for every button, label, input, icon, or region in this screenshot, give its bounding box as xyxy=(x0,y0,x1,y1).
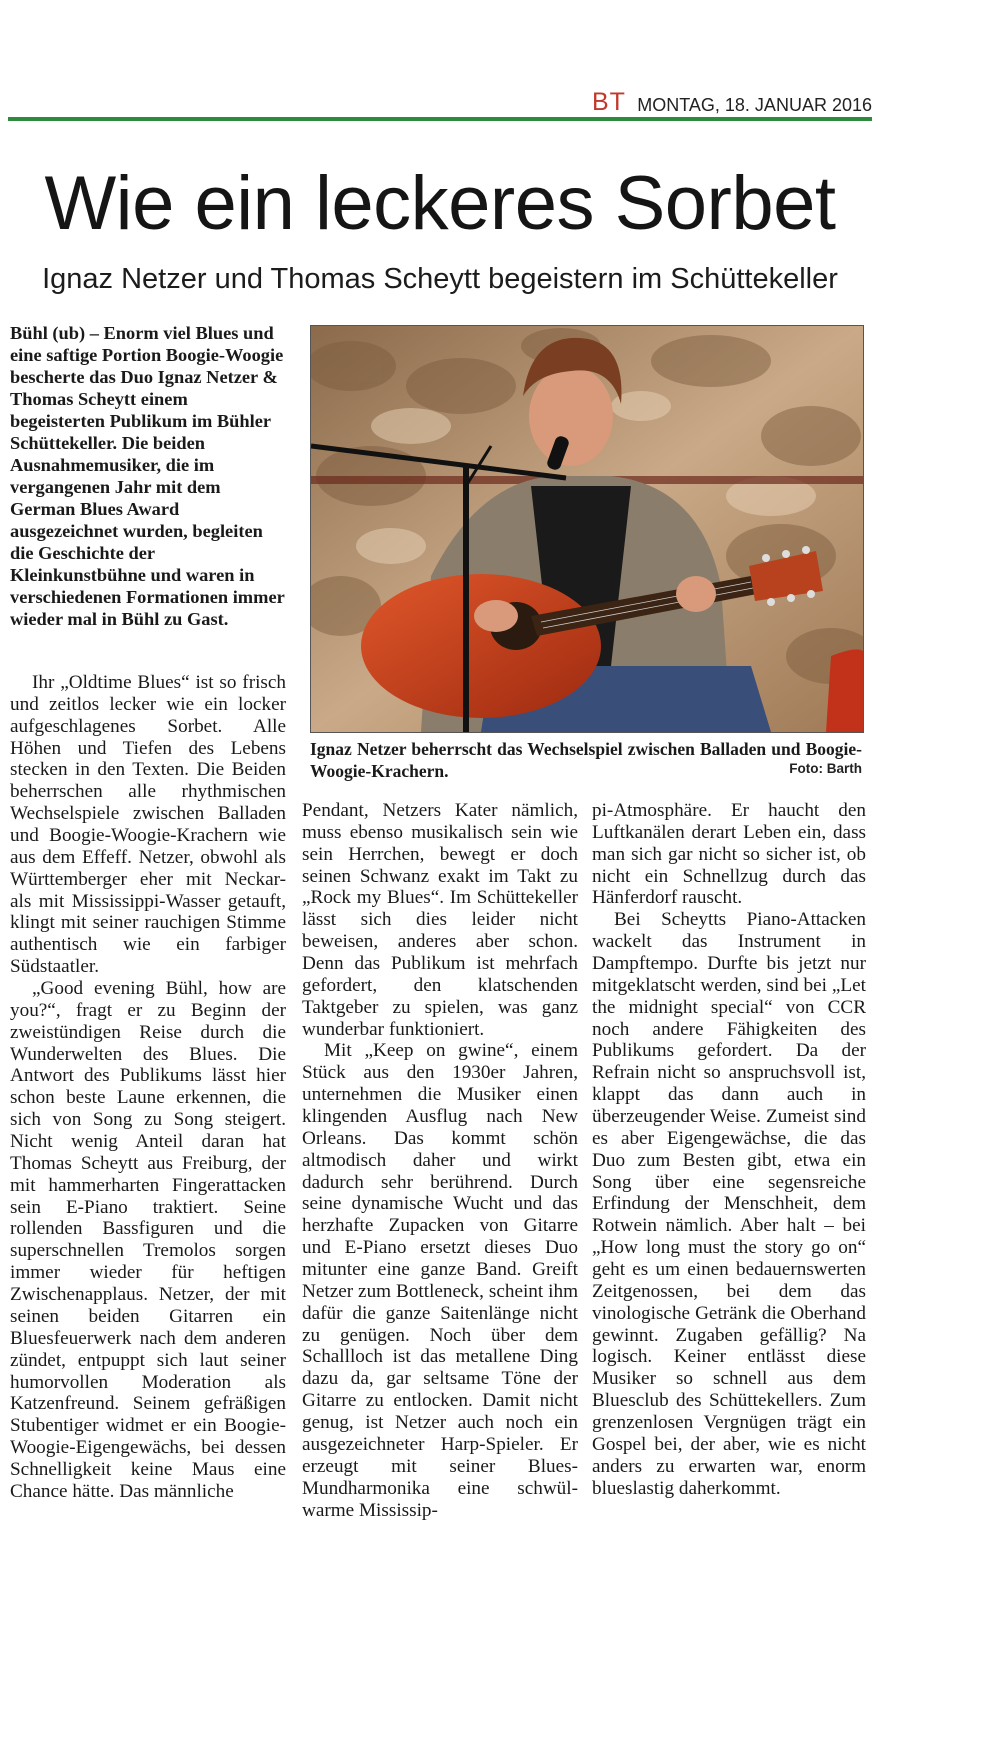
photo-caption: Ignaz Netzer beherrscht das Wechselspiel zwischen Balladen und Boogie-Woogie-Krachern. xyxy=(310,739,862,781)
article-subheadline: Ignaz Netzer und Thomas Scheytt begeistern im Schüttekeller xyxy=(42,263,838,295)
paragraph: „Good evening Bühl, how are you?“, fragt er zu Beginn der zweistündigen Reise durch die Wunderwelten des Blues. Die Antwort des Publikums lässt hier schon beste Laune erkennen, die sich von Song zu Song steigert. Nicht wenig Anteil daran hat Thomas Scheytt aus Freiburg, der mit hammerharten Fingerattacken sein E-Piano traktiert. Seine rollenden Bassfiguren und die superschnellen Tremolos sorgen immer wieder für heftigen Zwischenapplaus. Netzer, der mit seinen beiden Gitarren ein Bluesfeuerwerk nach dem anderen zündet, entpuppt sich laut seiner humorvollen Moderation als Katzenfreund. Seinem gefräßigen Stubentiger widmet er ein Boogie-Woogie-Eigengewächs, bei dessen Schnelligkeit keine Maus eine Chance hätte. Das männliche xyxy=(10,978,286,1502)
masthead-rule xyxy=(8,117,872,121)
paragraph: pi-Atmosphäre. Er haucht den Luftkanälen derart Leben ein, dass man sich gar nicht so sicher ist, ob nicht ein Schnellzug durch das Hänferdorf rauscht. xyxy=(592,800,866,909)
photo-credit: Foto: Barth xyxy=(789,761,862,776)
paragraph: Ihr „Oldtime Blues“ ist so frisch und zeitlos lecker wie ein locker aufgeschlagenes Sorbet. Alle Höhen und Tiefen des Lebens stecken in den Texten. Die Beiden beherrschen alle rhythmischen Wechselspiele zwischen Balladen und Boogie-Woogie-Krachern wie aus dem Effeff. Netzer, obwohl als Württemberger eher mit Neckar- als mit Mississippi-Wasser getauft, klingt mit seiner rauchigen Stimme authentisch wie ein farbiger Südstaatler. xyxy=(10,672,286,978)
concert-photo xyxy=(310,325,864,733)
newspaper-logo: BT xyxy=(592,88,626,116)
paragraph: Bei Scheytts Piano-Attacken wackelt das Instrument in Dampftempo. Durfte bis jetzt nur mitgeklatscht werden, sind bei „Let the midnight special“ von CCR noch andere Fähigkeiten des Publikums gefordert. Da der Refrain nicht so anspruchsvoll ist, klappt das dann auch in überzeugender Weise. Zumeist sind es aber Eigengewächse, die das Duo zum Besten gibt, etwa ein Song über eine segensreiche Erfindung der Menschheit, dem Rotwein nämlich. Aber halt – bei „How long must the story go on“ geht es um einen bedauernswerten Zeitgenossen, bei dem das vinologische Getränk die Oberhand gewinnt. Zugaben gefällig? Na logisch. Keiner entlässt diese Musiker so schnell aus dem Bluesclub des Schüttekellers. Zum grenzenlosen Vergnügen trägt ein Gospel bei, der aber, wie es nicht anders zu erwarten war, enorm blueslastig daherkommt. xyxy=(592,909,866,1499)
paragraph: Pendant, Netzers Kater nämlich, muss ebenso musikalisch sein wie sein Herrchen, bewegt er doch seinen Schwanz exakt im Takt zu „Rock my Blues“. Im Schüttekeller lässt sich dies leider nicht beweisen, anderes aber schon. Denn das Publikum ist mehrfach gefordert, den klatschenden Taktgeber zu spielen, was ganz wunderbar funktioniert. xyxy=(302,800,578,1040)
article-column-1 xyxy=(10,672,286,1503)
article-column-3 xyxy=(592,800,866,1500)
article-column-2 xyxy=(302,800,578,1521)
article-lead: Bühl (ub) – Enorm viel Blues und eine saftige Portion Boogie-Woogie bescherte das Duo Ignaz Netzer & Thomas Scheytt einem begeisterten Publikum im Bühler Schüttekeller. Die beiden Ausnahmemusiker, die im vergangenen Jahr mit dem German Blues Award ausgezeichnet wurden, begleiten die Geschichte der Kleinkunstbühne und waren in verschiedenen Formationen immer wieder mal in Bühl zu Gast. xyxy=(10,323,285,629)
article-headline: Wie ein leckeres Sorbet xyxy=(44,161,836,246)
issue-date: MONTAG, 18. JANUAR 2016 xyxy=(637,95,872,115)
masthead xyxy=(8,88,872,130)
paragraph: Mit „Keep on gwine“, einem Stück aus den 1930er Jahren, unternehmen die Musiker einen klingenden Ausflug nach New Orleans. Das kommt schön altmodisch daher und wirkt dadurch sehr berührend. Durch seine dynamische Wucht und das herzhafte Zupacken von Gitarre und E-Piano ersetzt dieses Duo mitunter eine ganze Band. Greift Netzer zum Bottleneck, scheint ihm dafür die ganze Saitenlänge nicht zu genügen. Noch über dem Schallloch ist das metallene Ding dazu da, gar seltsame Töne der Gitarre zu entlocken. Damit nicht genug, ist Netzer auch noch ein ausgezeichneter Harp-Spieler. Er erzeugt mit seiner Blues-Mundharmonika eine schwül-warme Mississip- xyxy=(302,1040,578,1521)
